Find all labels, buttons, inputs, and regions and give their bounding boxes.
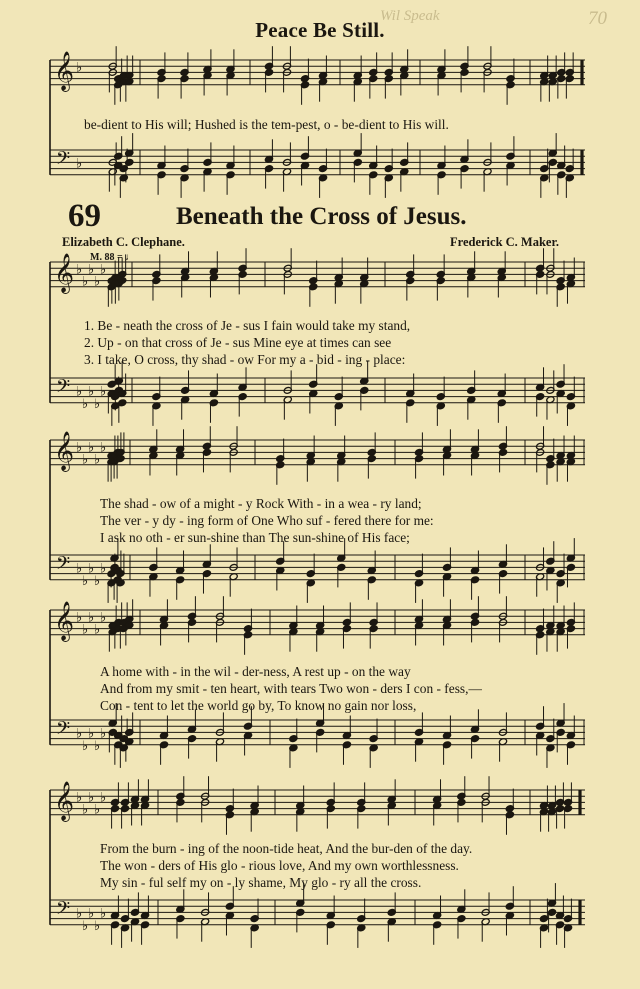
flat-icon: ♭ — [100, 790, 107, 806]
previous-hymn-title: Peace Be Still. — [255, 18, 385, 42]
flat-icon: ♭ — [82, 918, 89, 934]
bleed-through-title: Wil Speak — [380, 8, 440, 24]
top-system-lyric: be-dient to His will; Hushed is the tem-pest, o - be-dient to His will. — [84, 117, 449, 132]
flat-icon: ♭ — [88, 561, 95, 577]
verse-3-line-3: Con - tent to let the world go by, To know no gain nor loss, — [100, 698, 417, 713]
metronome-marking: M. 88 = ♩ — [90, 252, 136, 263]
verse-3-line-2: I ask no oth - er sun-shine than The sun-shine of His face; — [100, 530, 410, 545]
verse-2-line-4: The won - ders of His glo - rious love, And my own worthlessness. — [100, 858, 459, 873]
verse-1-line-1: 1. Be - neath the cross of Je - sus I fain would take my stand, — [84, 318, 411, 333]
flat-icon: ♭ — [88, 610, 95, 626]
flat-icon: ♭ — [94, 274, 101, 290]
treble-clef-icon: 𝄞 — [54, 430, 75, 471]
flat-icon: ♭ — [94, 802, 101, 818]
verse-1-line-4: From the burn - ing of the noon-tide heat, And the bur-den of the day. — [100, 841, 473, 856]
treble-clef-icon: 𝄞 — [54, 600, 75, 641]
bass-clef-icon: 𝄢 — [56, 553, 71, 579]
verse-2-line-2: The ver - y dy - ing form of One Who suf - fered there for me: — [100, 513, 434, 528]
flat-icon: ♭ — [100, 726, 107, 742]
hymn-title: Beneath the Cross of Jesus. — [176, 203, 467, 230]
flat-icon: ♭ — [76, 60, 83, 76]
verse-3-line-1: 3. I take, O cross, thy shad - ow For my a - bid - ing - place: — [84, 352, 406, 367]
flat-icon: ♭ — [94, 738, 101, 754]
flat-icon: ♭ — [100, 262, 107, 278]
bass-clef-icon: 𝄢 — [56, 898, 71, 924]
flat-icon: ♭ — [82, 396, 89, 412]
flat-icon: ♭ — [76, 790, 83, 806]
flat-icon: ♭ — [88, 262, 95, 278]
flat-icon: ♭ — [88, 440, 95, 456]
flat-icon: ♭ — [100, 561, 107, 577]
flat-icon: ♭ — [76, 726, 83, 742]
flat-icon: ♭ — [76, 610, 83, 626]
flat-icon: ♭ — [94, 573, 101, 589]
flat-icon: ♭ — [76, 440, 83, 456]
flat-icon: ♭ — [82, 738, 89, 754]
flat-icon: ♭ — [100, 440, 107, 456]
flat-icon: ♭ — [82, 274, 89, 290]
composer-credit: Frederick C. Maker. — [450, 235, 560, 249]
verse-3-line-4: My sin - ful self my on - ly shame, My glo - ry all the cross. — [100, 875, 422, 890]
verse-2-line-3: And from my smit - ten heart, with tears Two won - ders I con - fess,— — [100, 681, 482, 696]
flat-icon: ♭ — [88, 726, 95, 742]
flat-icon: ♭ — [100, 610, 107, 626]
hymn-number: 69 — [68, 198, 101, 234]
treble-clef-icon: 𝄞 — [54, 50, 75, 91]
flat-icon: ♭ — [82, 802, 89, 818]
flat-icon: ♭ — [100, 384, 107, 400]
flat-icon: ♭ — [94, 622, 101, 638]
verse-2-line-1: 2. Up - on that cross of Je - sus Mine eye at times can see — [84, 335, 392, 350]
flat-icon: ♭ — [82, 452, 89, 468]
flat-icon: ♭ — [94, 396, 101, 412]
treble-clef-icon: 𝄞 — [54, 252, 75, 293]
bass-clef-icon: 𝄢 — [56, 376, 71, 402]
flat-icon: ♭ — [76, 561, 83, 577]
flat-icon: ♭ — [82, 573, 89, 589]
flat-icon: ♭ — [76, 384, 83, 400]
flat-icon: ♭ — [88, 384, 95, 400]
treble-clef-icon: 𝄞 — [54, 780, 75, 821]
flat-icon: ♭ — [82, 622, 89, 638]
flat-icon: ♭ — [100, 906, 107, 922]
bass-clef-icon: 𝄢 — [56, 148, 71, 174]
flat-icon: ♭ — [76, 262, 83, 278]
flat-icon: ♭ — [94, 452, 101, 468]
bass-clef-icon: 𝄢 — [56, 718, 71, 744]
bleed-through-page-number: 70 — [588, 8, 607, 29]
flat-icon: ♭ — [88, 906, 95, 922]
lyricist-credit: Elizabeth C. Clephane. — [62, 235, 185, 249]
flat-icon: ♭ — [76, 906, 83, 922]
verse-1-line-2: The shad - ow of a might - y Rock With - in a wea - ry land; — [100, 496, 422, 511]
flat-icon: ♭ — [88, 790, 95, 806]
flat-icon: ♭ — [76, 156, 83, 172]
flat-icon: ♭ — [94, 918, 101, 934]
verse-1-line-3: A home with - in the wil - der-ness, A rest up - on the way — [100, 664, 411, 679]
